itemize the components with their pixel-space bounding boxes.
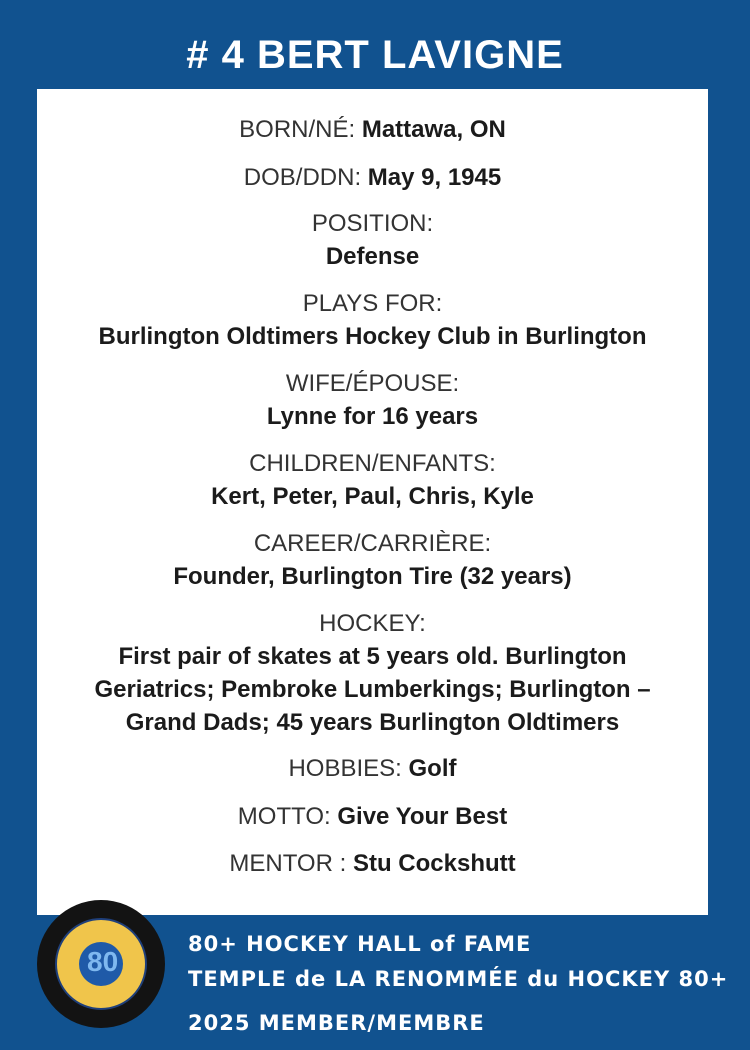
logo-gold-ring — [55, 918, 147, 1010]
children-value: Kert, Peter, Paul, Chris, Kyle — [211, 483, 534, 510]
position-value: Defense — [325, 243, 420, 270]
card-title: # 4 BERT LAVIGNE — [186, 33, 564, 77]
plays-for-value: Burlington Oldtimers Hockey Club in Burlington — [98, 323, 647, 350]
mentor-value: Stu Cockshutt — [352, 850, 516, 877]
plays-for-label: PLAYS FOR: — [302, 290, 443, 317]
hockey-line-2: Geriatrics; Pembroke Lumberkings; Burlington – — [94, 676, 651, 703]
hockey-label: HOCKEY: — [319, 610, 426, 637]
hobbies-row — [37, 752, 708, 785]
motto-row — [37, 800, 708, 833]
position-label: POSITION: — [311, 210, 434, 237]
wife-value: Lynne for 16 years — [266, 403, 479, 430]
info-panel — [37, 89, 708, 915]
career-value: Founder, Burlington Tire (32 years) — [173, 563, 572, 590]
career-label: CAREER/CARRIÈRE: — [253, 530, 492, 557]
dob-label: DOB/DDN: — [243, 164, 362, 191]
hobbies-label: HOBBIES: — [288, 755, 402, 782]
footer-line-3: 2025 MEMBER/MEMBRE — [188, 1011, 485, 1035]
logo-80-mark: 80 — [87, 946, 119, 977]
footer-line-2: TEMPLE de LA RENOMMÉE du HOCKEY 80+ — [188, 967, 729, 991]
born-value: Mattawa, ON — [361, 116, 506, 143]
hockey-line-1: First pair of skates at 5 years old. Burlington — [118, 643, 627, 670]
mentor-row — [37, 847, 708, 880]
motto-label: MOTTO: — [237, 803, 331, 830]
mentor-label: MENTOR : — [229, 850, 347, 877]
footer-line-1: 80+ HOCKEY HALL of FAME — [188, 932, 532, 956]
dob-value: May 9, 1945 — [367, 164, 502, 191]
hall-of-fame-logo — [37, 900, 165, 1028]
born-label: BORN/NÉ: — [239, 116, 356, 143]
born-row — [37, 113, 708, 146]
hockey-line-3: Grand Dads; 45 years Burlington Oldtimers — [125, 709, 620, 736]
hobbies-value: Golf — [408, 755, 457, 782]
wife-label: WIFE/ÉPOUSE: — [285, 370, 460, 397]
dob-row — [37, 161, 708, 194]
motto-value: Give Your Best — [337, 803, 508, 830]
children-label: CHILDREN/ENFANTS: — [249, 450, 496, 477]
